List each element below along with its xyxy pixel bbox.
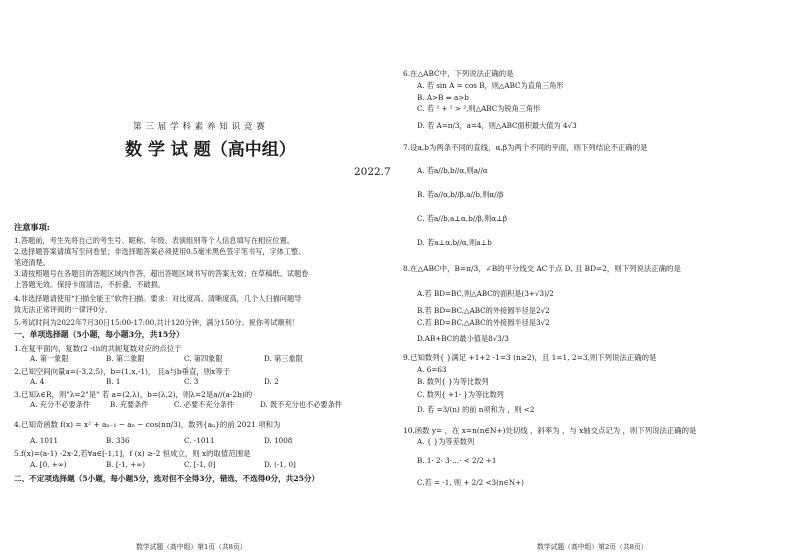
option: B. 充要条件 xyxy=(110,400,149,409)
option: D. 第三象限 xyxy=(264,354,303,363)
section-2-heading: 二、不定项选择题（5小题，每小题5分，选对但不全得3分，错选、不选得0分，共25分） xyxy=(14,474,320,483)
option: A. 充分不必要条件 xyxy=(30,400,91,409)
option: B. 1 xyxy=(106,377,121,386)
page-right xyxy=(397,0,794,560)
option: C. [-1, 0] xyxy=(184,460,216,469)
option: A. 第一象限 xyxy=(30,354,69,363)
note-line: 2.选择题答案请填写至问卷星；非选择题答案必须使用0.5毫米黑色签字笔书写，字体工整、 xyxy=(14,247,306,256)
option: A. 若a//b,b//α,则a//α xyxy=(417,166,488,175)
question-6: 6.在△ABC中，下列说法正确的是 xyxy=(403,69,514,78)
section-1-heading: 一、单项选择题（5小题，每小题3分，共15分） xyxy=(14,330,184,339)
option: D. 若 =3/(n) 的前 n项和为 ，则 <2 xyxy=(417,405,535,414)
option: D. 1008 xyxy=(264,436,293,445)
option: B. A>B ⇔ a>b xyxy=(417,93,469,102)
option: B. [-1, +∞) xyxy=(106,460,146,469)
exam-date: 2022.7 xyxy=(354,166,391,178)
note-line: 4.非选择题请使用“扫描全能王”软件扫描。要求：对比度高、清晰度高，几个人扫描问题导 xyxy=(14,294,302,303)
question-4-options xyxy=(30,436,292,445)
question-4: 4.已知奇函数 f(x) = x² + aₙ₋₁ − aₙ − cos(nπ/3)，数列{aₙ}的前 2021 项和为 xyxy=(14,420,281,429)
option: B. 若a//α,b//β,a//b,则α//β xyxy=(417,190,504,199)
option: B. 第二象限 xyxy=(106,354,145,363)
question-1: 1.在复平面内，复数(2 -i)i的共轭复数对应的点位于 xyxy=(14,344,182,353)
option: A. 4 xyxy=(30,377,45,386)
notice-heading: 注意事项: xyxy=(14,222,50,232)
option: C.若 = -1, 则 + 2/2 <3(n∈N+) xyxy=(417,478,524,487)
option: A.若 BD=BC,则△ABC的面积是(3+√3)/2 xyxy=(417,289,554,298)
question-3: 3.已知λ∈R，则"λ=2"是" 若 a=(2,λ)，b=(λ,2)，则λ=2是a//(a-2b)的 xyxy=(14,390,253,399)
note-line: 1.答题前，考生先将自己的考生号、昵称、年级、表演组别等个人信息填写在相应位置。 xyxy=(14,236,294,245)
option: C. 第四象限 xyxy=(184,354,223,363)
question-10: 10.函数 y= ，在 x=n(n∈N+)处切线 ，斜率为 ，与 x轴交点记为 ，则下列说法正确的是 xyxy=(403,426,697,435)
option: B. 数列{ }为等比数列 xyxy=(417,377,489,386)
question-2: 2.已知空间向量a=(-3,2,5)，b=(1,x,-1)， 且a与b垂直，则x等于 xyxy=(14,367,231,376)
option: A. { }为等差数列 xyxy=(417,437,475,446)
option: A. [0, +∞) xyxy=(30,460,67,469)
option: C. 数列{ +1- }为等比数列 xyxy=(417,390,504,399)
question-1-options xyxy=(30,354,303,364)
contest-title: 第 三 届 学 科 素 养 知 识 竞 赛 xyxy=(133,122,266,132)
exam-title: 数 学 试 题（高中组） xyxy=(125,140,296,160)
option: C. -1011 xyxy=(184,436,215,445)
option: D. 若 A=π/3，a=4，则△ABC面积最大值为 4√3 xyxy=(417,121,577,130)
note-line: 笔迹清楚。 xyxy=(14,258,50,267)
option: D. 若a⊥α,b//α,则a⊥b xyxy=(417,238,492,247)
question-9: 9.已知数列{ }满足 +1+2 -1=3 (n≥2)，且 1=1, 2=3,则下列说法正确的是 xyxy=(403,353,657,362)
option: D.AB+BC的最小值是8√3/3 xyxy=(417,334,509,343)
option: C. 若a//b,a⊥α,b//β,则α⊥β xyxy=(417,214,508,223)
question-2-options xyxy=(30,377,279,386)
option: D. 2 xyxy=(264,377,279,386)
option: C.若 BD=BC,△ABC的外接圆半径是3√2 xyxy=(417,318,550,327)
question-8: 8.在△ABC中，B=π/3，∠B的平分线交 AC于点 D, 且 BD=2，则下列说法正确的是 xyxy=(403,264,681,273)
question-3-options xyxy=(30,400,342,410)
option: B. 336 xyxy=(106,436,130,445)
question-5: 5.f(x)=(a-1) -2x-2,若∀a∈[-1,1]，f (x) ≥-2 恒成立，则 x的取值范围是 xyxy=(14,449,251,458)
option: C. 必要不充分条件 xyxy=(174,400,235,409)
page-footer: 数学试题（高中组）第1页（共8页） xyxy=(136,543,247,551)
option: C. 若 ² + ² > ²,则△ABC为锐角三角形 xyxy=(417,104,541,113)
page-footer: 数学试题（高中组）第2页（共8页） xyxy=(537,543,648,551)
note-line: 5.考试时间为2022年7月30日15:00-17:00,共计120分钟，满分150分。祝你考试顺利！ xyxy=(14,318,299,327)
option: A. 若 sin A = cos B，则△ABC为直角三角形 xyxy=(417,81,564,90)
option: D. (-1, 0] xyxy=(264,460,296,469)
option: B.若 BD=BC,△ABC的外接圆半径是2√2 xyxy=(417,306,550,315)
question-5-options xyxy=(30,460,296,469)
option: C. 3 xyxy=(184,377,199,386)
note-line: 致无法正常评阅的一律评0分。 xyxy=(14,305,113,314)
note-line: 上答题无效。保持卡面清洁，不折叠、不破损。 xyxy=(14,280,165,289)
question-7: 7.设a,b为两条不同的直线，α,β为两个不同的平面，则下列结论不正确的是 xyxy=(403,143,648,152)
option: A. 1011 xyxy=(30,436,59,445)
option: D. 既不充分也不必要条件 xyxy=(260,400,342,409)
note-line: 3.请按照题号在各题目的答题区域内作答，超出答题区域书写的答案无效；在草稿纸、试题卷 xyxy=(14,269,309,278)
option: B. 1· 2· 3·…· < 2/2 +1 xyxy=(417,456,497,465)
option: A. 6=63 xyxy=(417,365,447,374)
